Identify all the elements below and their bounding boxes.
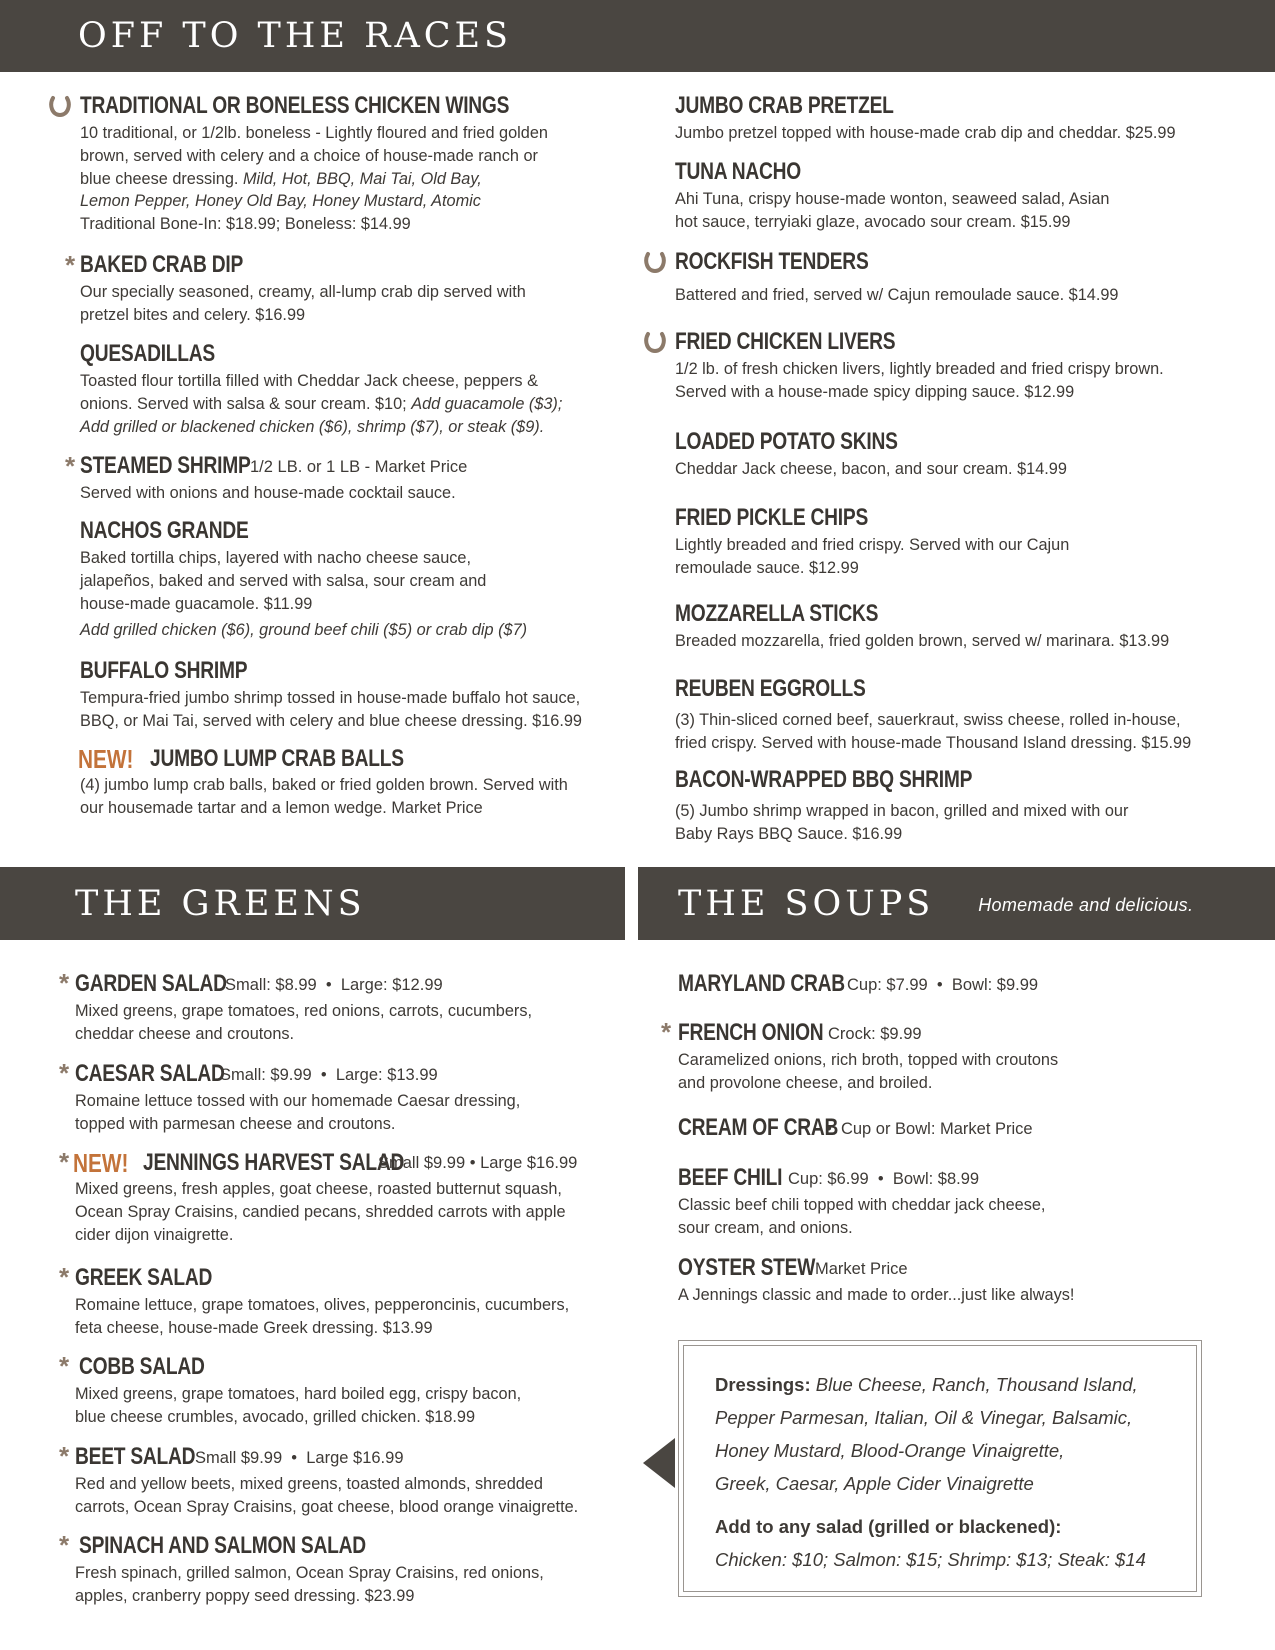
menu-item-reuben-eggrolls	[675, 675, 1255, 755]
item-price: Cup: $6.99 • Bowl: $8.99	[788, 1170, 980, 1188]
item-name: MOZZARELLA STICKS	[675, 600, 879, 627]
item-description: Jumbo pretzel topped with house-made crab dip and cheddar. $25.99	[675, 124, 1176, 142]
item-name: COBB SALAD	[79, 1353, 205, 1380]
item-name: JUMBO LUMP CRAB BALLS	[150, 745, 404, 772]
add-on-label: Add to any salad (grilled or blackened):	[715, 1516, 1062, 1537]
menu-item-caesar-salad	[75, 1060, 635, 1136]
soups-section-title: THE SOUPS	[678, 883, 935, 924]
item-description: Baked tortilla chips, layered with nacho cheese sauce, jalapeños, baked and served with salsa, sour cream and house-made guacamole. $11.99 Add grilled chicken ($6), ground beef chili ($5) or crab dip ($7)	[80, 549, 528, 640]
item-name: MARYLAND CRAB	[678, 970, 845, 997]
menu-item-bacon-bbq-shrimp	[675, 766, 1255, 846]
item-price: Small $9.99 • Large $16.99	[195, 1449, 404, 1467]
item-name: ROCKFISH TENDERS	[675, 248, 869, 275]
item-name: QUESADILLAS	[80, 340, 215, 367]
menu-item-cream-of-crab	[678, 1114, 1238, 1144]
menu-item-steamed-shrimp	[80, 452, 640, 505]
item-description: Mixed greens, fresh apples, goat cheese, roasted butternut squash, Ocean Spray Craisins, candied pecans, shredded carrots with apple cider dijon vinaigrette.	[75, 1180, 566, 1244]
menu-item-pickle-chips	[675, 504, 1255, 580]
star-icon: *	[59, 1351, 70, 1381]
menu-item-harvest-salad	[73, 1148, 643, 1246]
menu-item-potato-skins	[675, 428, 1255, 481]
horseshoe-icon	[644, 251, 666, 273]
item-price: Cup: $7.99 • Bowl: $9.99	[847, 976, 1039, 994]
item-price: Crock: $9.99	[828, 1025, 922, 1043]
item-price: Small $9.99 • Large $16.99	[378, 1154, 578, 1172]
menu-item-french-onion	[678, 1019, 1238, 1095]
soups-tagline: Homemade and delicious.	[978, 895, 1194, 915]
item-description: Romaine lettuce, grape tomatoes, olives, pepperoncinis, cucumbers, feta cheese, house-made Greek dressing. $13.99	[75, 1296, 570, 1337]
new-badge: NEW!	[73, 1148, 129, 1178]
item-description: Ahi Tuna, crispy house-made wonton, seaweed salad, Asian hot sauce, terryiaki glaze, avocado sour cream. $15.99	[675, 190, 1110, 231]
item-description: Romaine lettuce tossed with our homemade Caesar dressing, topped with parmesan cheese and croutons.	[75, 1092, 521, 1133]
star-icon: *	[661, 1017, 672, 1047]
item-name: BEEF CHILI	[678, 1164, 783, 1191]
menu-item-nachos-grande	[80, 517, 640, 642]
item-name: JENNINGS HARVEST SALAD	[143, 1149, 405, 1176]
item-description: Toasted flour tortilla filled with Cheddar Jack cheese, peppers & onions. Served with salsa & sour cream. $10; Add guacamole ($3); Add grilled or blackened chicken ($6), shrimp ($7), or steak ($9).	[80, 372, 563, 436]
menu-item-cobb-salad	[75, 1353, 635, 1429]
item-description: 10 traditional, or 1/2lb. boneless - Lightly floured and fried golden brown, served with celery and a choice of house-made ranch or blue cheese dressing. Mild, Hot, BBQ, Mai Tai, Old Bay, Lemon Pepper, Honey Old Bay, Honey Mustard, Atomic Traditional Bone-In: $18.99; Boneless: $14.99	[80, 124, 548, 234]
dressings-list: Pepper Parmesan, Italian, Oil & Vinegar, Balsamic,	[715, 1407, 1133, 1428]
greens-header-band	[0, 867, 625, 940]
menu-item-rockfish-tenders	[675, 248, 1255, 307]
star-icon: *	[59, 1058, 70, 1088]
new-badge: NEW!	[78, 744, 134, 774]
menu-item-crab-pretzel	[675, 92, 1255, 145]
item-description: Mixed greens, grape tomatoes, hard boiled egg, crispy bacon, blue cheese crumbles, avocado, grilled chicken. $18.99	[75, 1385, 522, 1426]
item-name: JUMBO CRAB PRETZEL	[675, 92, 894, 119]
item-description: A Jennings classic and made to order...just like always!	[678, 1286, 1075, 1304]
item-description: Breaded mozzarella, fried golden brown, served w/ marinara. $13.99	[675, 632, 1170, 650]
star-icon: *	[59, 1530, 70, 1560]
item-description: Caramelized onions, rich broth, topped with croutons and provolone cheese, and broiled.	[678, 1051, 1059, 1092]
greens-section-title: THE GREENS	[75, 883, 366, 924]
menu-item-beef-chili	[678, 1164, 1238, 1240]
item-description: Battered and fried, served w/ Cajun remoulade sauce. $14.99	[675, 286, 1119, 304]
item-description: 1/2 lb. of fresh chicken livers, lightly breaded and fried crispy brown. Served with a house-made spicy dipping sauce. $12.99	[675, 360, 1164, 401]
horseshoe-icon	[644, 331, 666, 353]
star-icon: *	[59, 968, 70, 998]
item-price: Small: $8.99 • Large: $12.99	[225, 976, 443, 994]
menu-item-spinach-salmon-salad	[75, 1532, 635, 1608]
star-icon: *	[65, 451, 76, 481]
soups-header-band	[638, 867, 1275, 940]
menu-item-quesadillas	[80, 340, 640, 438]
menu-item-mozzarella-sticks	[675, 600, 1255, 653]
horseshoe-icon	[49, 95, 71, 117]
item-name: OYSTER STEW	[678, 1254, 816, 1281]
item-description: Tempura-fried jumbo shrimp tossed in house-made buffalo hot sauce, BBQ, or Mai Tai, served with celery and blue cheese dressing. $16.99	[80, 689, 582, 730]
item-description: Red and yellow beets, mixed greens, toasted almonds, shredded carrots, Ocean Spray Craisins, goat cheese, blood orange vinaigrette.	[75, 1475, 579, 1516]
races-header-band	[0, 0, 1275, 72]
menu-item-greek-salad	[75, 1264, 635, 1340]
menu-item-buffalo-shrimp	[80, 657, 640, 733]
item-description: Our specially seasoned, creamy, all-lump crab dip served with pretzel bites and celery. $16.99	[80, 283, 526, 324]
item-price: Small: $9.99 • Large: $13.99	[220, 1066, 438, 1084]
item-name: TUNA NACHO	[675, 158, 801, 185]
item-name: GARDEN SALAD	[75, 970, 227, 997]
item-name: BAKED CRAB DIP	[80, 251, 244, 278]
item-name: GREEK SALAD	[75, 1264, 213, 1291]
add-on-prices: Chicken: $10; Salmon: $15; Shrimp: $13; Steak: $14	[715, 1549, 1146, 1570]
item-name: STEAMED SHRIMP	[80, 452, 251, 479]
item-price: • Cup or Bowl: Market Price	[826, 1120, 1033, 1138]
item-description: (5) Jumbo shrimp wrapped in bacon, grilled and mixed with our Baby Rays BBQ Sauce. $16.99	[675, 802, 1129, 843]
dressings-list: Greek, Caesar, Apple Cider Vinaigrette	[715, 1473, 1034, 1494]
star-icon: *	[65, 250, 76, 280]
star-icon: *	[59, 1262, 70, 1292]
item-name: BACON-WRAPPED BBQ SHRIMP	[675, 766, 973, 793]
item-name: BUFFALO SHRIMP	[80, 657, 248, 684]
races-section-title: OFF TO THE RACES	[78, 16, 513, 56]
dressings-label: Dressings:	[715, 1374, 811, 1395]
item-name: FRENCH ONION	[678, 1019, 824, 1046]
item-name: BEET SALAD	[75, 1443, 196, 1470]
star-icon: *	[59, 1441, 70, 1471]
dressings-list: Honey Mustard, Blood-Orange Vinaigrette,	[715, 1440, 1065, 1461]
item-name: FRIED PICKLE CHIPS	[675, 504, 869, 531]
item-name: LOADED POTATO SKINS	[675, 428, 898, 455]
item-name: TRADITIONAL OR BONELESS CHICKEN WINGS	[80, 92, 510, 119]
item-description: Classic beef chili topped with cheddar jack cheese, sour cream, and onions.	[678, 1196, 1046, 1237]
item-name: NACHOS GRANDE	[80, 517, 249, 544]
item-description: Fresh spinach, grilled salmon, Ocean Spray Craisins, red onions, apples, cranberry poppy seed dressing. $23.99	[75, 1564, 544, 1605]
menu-item-maryland-crab	[678, 970, 1238, 1000]
menu-item-chicken-livers	[675, 328, 1255, 404]
dressings-list: Blue Cheese, Ranch, Thousand Island,	[815, 1374, 1138, 1395]
item-name: REUBEN EGGROLLS	[675, 675, 866, 702]
dressings-box	[678, 1340, 1202, 1597]
menu-item-crab-balls	[78, 744, 638, 820]
item-name: CREAM OF CRAB	[678, 1114, 839, 1141]
menu-item-chicken-wings	[80, 92, 640, 236]
menu-item-garden-salad	[75, 970, 635, 1046]
triangle-left-icon	[643, 1438, 675, 1488]
menu-item-beet-salad	[75, 1443, 645, 1519]
item-description: (4) jumbo lump crab balls, baked or fried golden brown. Served with our housemade tartar and a lemon wedge. Market Price	[80, 776, 568, 817]
item-description: Cheddar Jack cheese, bacon, and sour cream. $14.99	[675, 460, 1067, 478]
item-price: 1/2 LB. or 1 LB - Market Price	[250, 458, 468, 476]
item-description: Lightly breaded and fried crispy. Served with our Cajun remoulade sauce. $12.99	[675, 536, 1070, 577]
item-price: Market Price	[815, 1260, 908, 1278]
item-name: SPINACH AND SALMON SALAD	[79, 1532, 366, 1559]
star-icon: *	[59, 1147, 70, 1177]
menu-item-tuna-nacho	[675, 158, 1255, 234]
item-description: Served with onions and house-made cocktail sauce.	[80, 484, 456, 502]
item-description: (3) Thin-sliced corned beef, sauerkraut, swiss cheese, rolled in-house, fried crispy. Served with house-made Thousand Island dressing. $15.99	[675, 711, 1192, 752]
item-name: FRIED CHICKEN LIVERS	[675, 328, 896, 355]
menu-item-baked-crab-dip	[80, 251, 640, 327]
menu-item-oyster-stew	[678, 1254, 1238, 1307]
item-description: Mixed greens, grape tomatoes, red onions, carrots, cucumbers, cheddar cheese and croutons.	[75, 1002, 532, 1043]
item-name: CAESAR SALAD	[75, 1060, 225, 1087]
